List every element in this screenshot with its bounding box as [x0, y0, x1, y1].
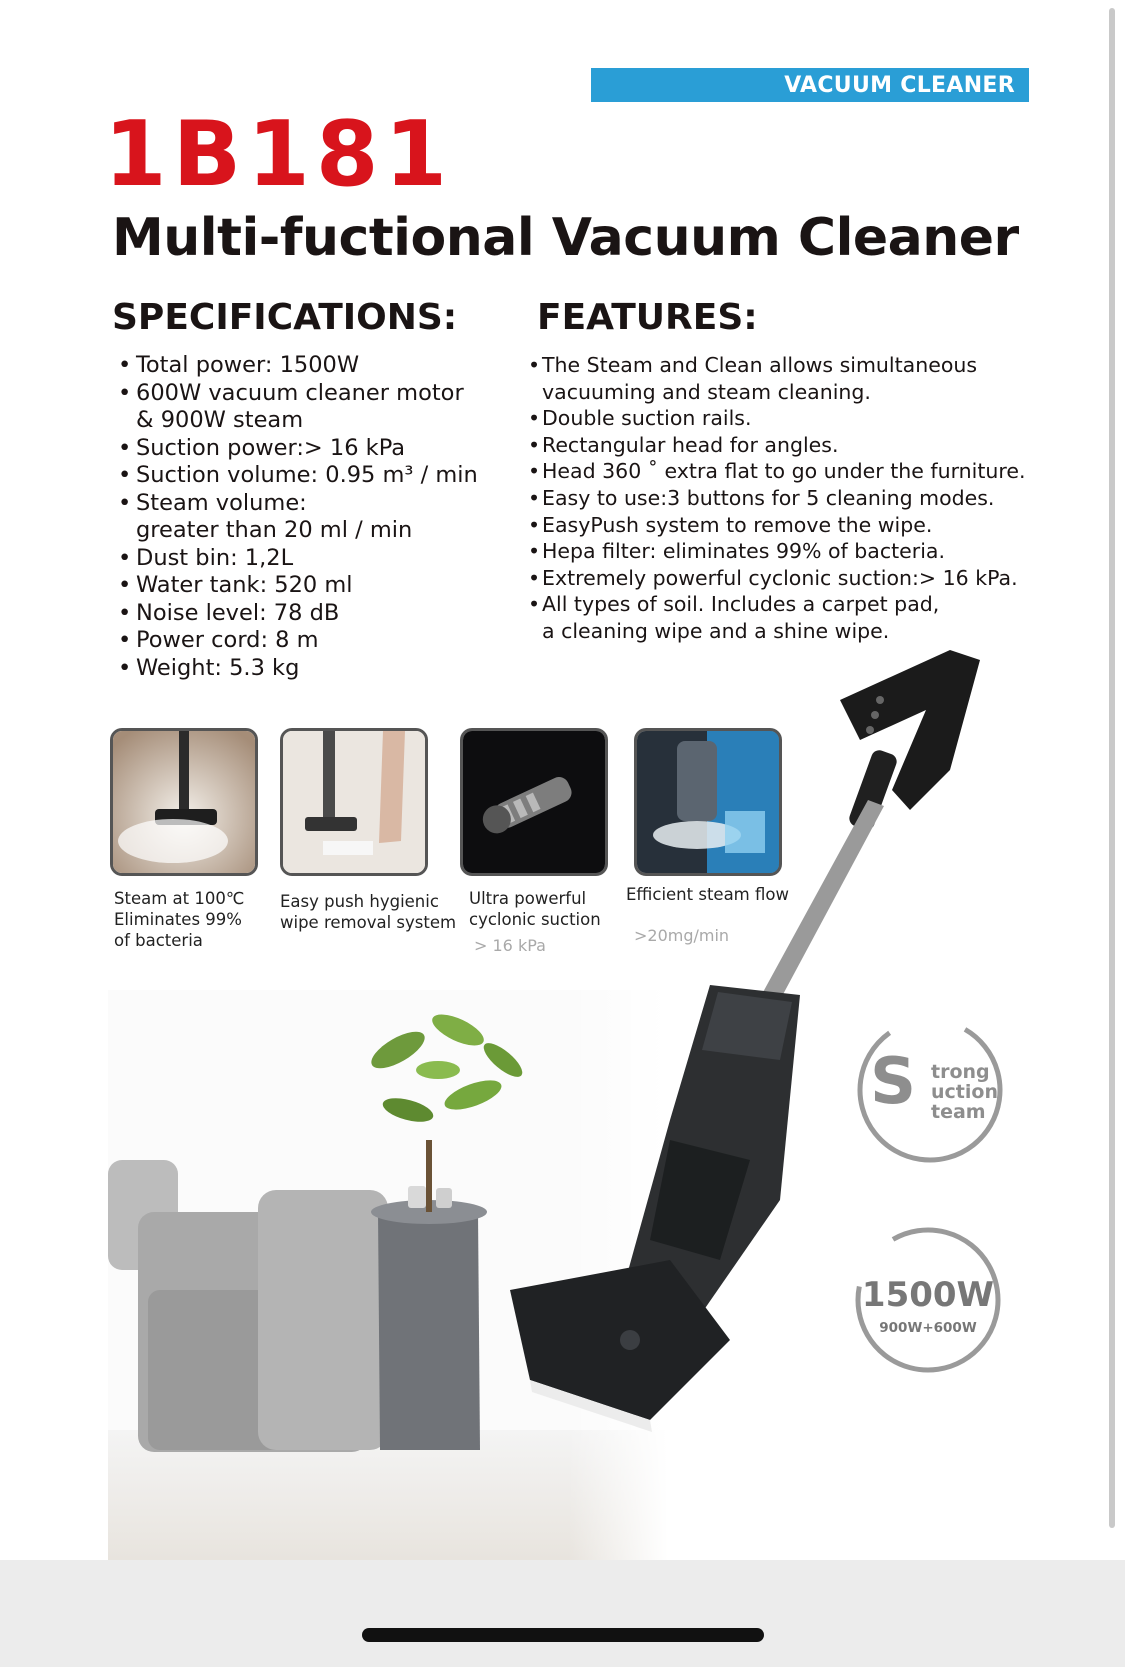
badge-power-main: 1500W: [861, 1275, 995, 1315]
highlight-caption: Easy push hygienic wipe removal system: [280, 892, 457, 932]
spec-item: • Suction power:> 16 kPa: [118, 435, 518, 463]
spec-item: • Suction volume: 0.95 m³ / min: [118, 462, 518, 490]
feature-item: • All types of soil. Includes a carpet pad, a cleaning wipe and a shine wipe.: [528, 591, 1048, 644]
features-list: [528, 352, 1048, 645]
model-number: 1B181: [104, 102, 454, 207]
wipe-removal-photo: [280, 728, 428, 876]
badge-s-words: trong uction team: [931, 1061, 998, 1123]
highlight-caption: Steam at 100℃ Eliminates 99% of bacteria: [114, 889, 245, 950]
home-indicator[interactable]: [362, 1628, 764, 1642]
spec-item: • Weight: 5.3 kg: [118, 655, 518, 683]
highlight-caption: Ultra powerful cyclonic suction: [469, 889, 601, 929]
feature-item: • Hepa filter: eliminates 99% of bacteria.: [528, 538, 1048, 565]
feature-item: • Extremely powerful cyclonic suction:> 16 kPa.: [528, 565, 1048, 592]
features-heading: FEATURES:: [537, 297, 758, 338]
badge-s-letter: S: [870, 1045, 917, 1119]
spec-item: • Steam volume: greater than 20 ml / min: [118, 490, 518, 545]
scrollbar[interactable]: [1109, 8, 1115, 1528]
spec-item: • 600W vacuum cleaner motor & 900W steam: [118, 380, 518, 435]
spec-item: • Power cord: 8 m: [118, 627, 518, 655]
spec-item: • Water tank: 520 ml: [118, 572, 518, 600]
spec-item: • Dust bin: 1,2L: [118, 545, 518, 573]
spec-item: • Noise level: 78 dB: [118, 600, 518, 628]
highlight-subtext: >20mg/min: [634, 926, 730, 945]
bottom-bar: [0, 1560, 1125, 1667]
highlight-caption: Efficient steam flow: [626, 885, 789, 904]
steam-photo: [110, 728, 258, 876]
feature-item: • Easy to use:3 buttons for 5 cleaning modes.: [528, 485, 1048, 512]
category-banner: [591, 68, 1029, 102]
category-label: VACUUM CLEANER: [784, 73, 1015, 98]
product-title: Multi-fuctional Vacuum Cleaner: [112, 208, 1019, 268]
spec-item: • Total power: 1500W: [118, 352, 518, 380]
highlight-subtext: > 16 kPa: [474, 936, 546, 955]
feature-item: • EasyPush system to remove the wipe.: [528, 512, 1048, 539]
badge-power-sub: 900W+600W: [879, 1320, 977, 1336]
feature-item: • Head 360 ˚ extra flat to go under the furniture.: [528, 458, 1048, 485]
feature-item: • Rectangular head for angles.: [528, 432, 1048, 459]
feature-item: • Double suction rails.: [528, 405, 1048, 432]
feature-item: • The Steam and Clean allows simultaneous vacuuming and steam cleaning.: [528, 352, 1048, 405]
specifications-heading: SPECIFICATIONS:: [112, 297, 458, 338]
specifications-list: [118, 352, 518, 682]
